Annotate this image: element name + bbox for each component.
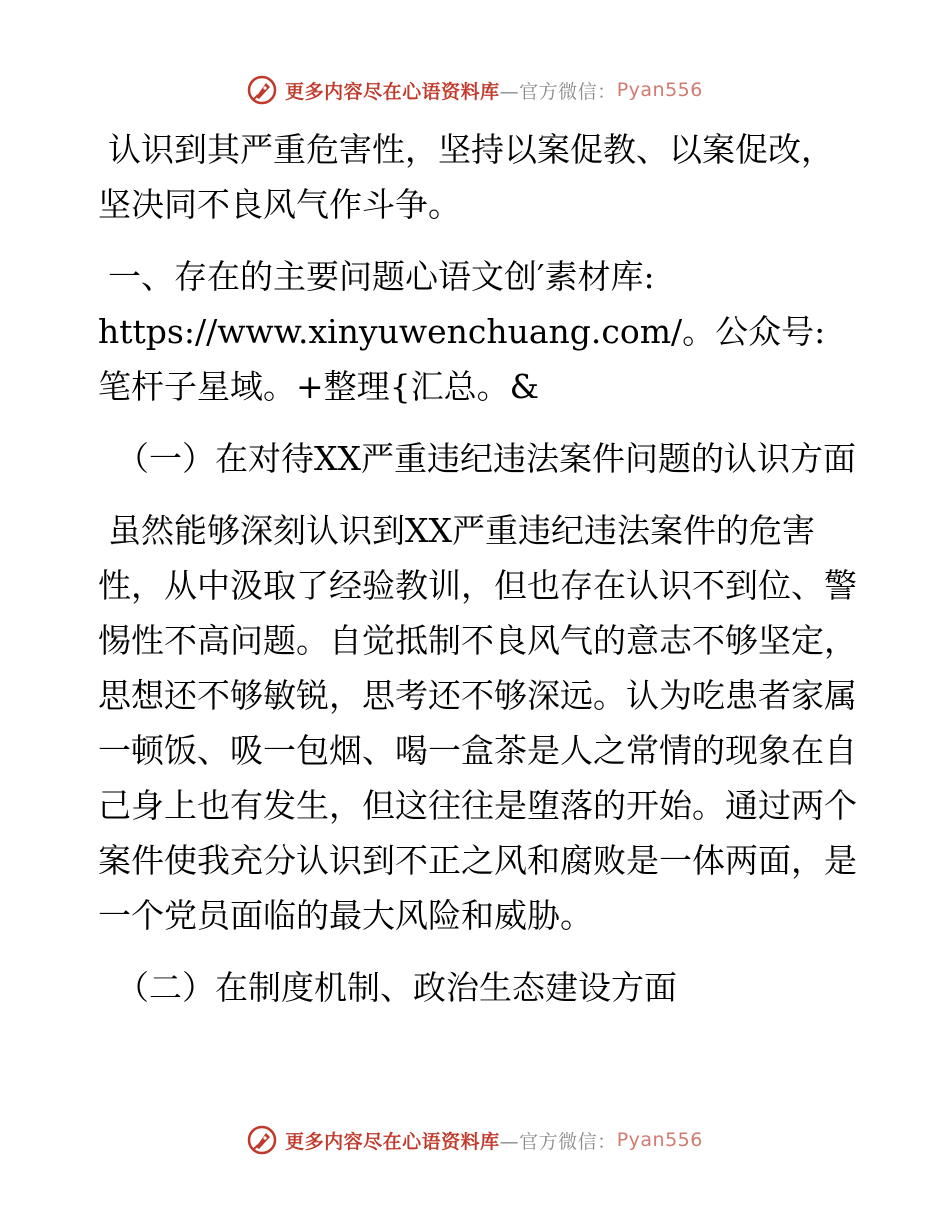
banner-dash-text: —官方微信： [499, 80, 617, 103]
pen-nib-logo-icon [247, 1125, 277, 1155]
header-watermark-banner [0, 70, 950, 110]
subsection-heading-2: （二）在制度机制、政治生态建设方面 [116, 968, 677, 1007]
pen-nib-logo-icon [247, 75, 277, 105]
banner-dash-text: —官方微信： [499, 1130, 617, 1153]
document-body [98, 122, 858, 1032]
paragraph-body: 虽然能够深刻认识到XX严重违纪违法案件的危害性，从中汲取了经验教训，但也存在认识不到位、警惕性不高问题。自觉抵制不良风气的意志不够坚定，思想还不够敏锐，思考还不够深远。认为吃患者家属一顿饭、吸一包烟、喝一盒茶是人之常情的现象在自己身上也有发生，但这往往是堕落的开始。通过两个案件使我充分认识到不正之风和腐败是一体两面，是一个党员面临的最大风险和威胁。 [98, 511, 857, 935]
footer-watermark-banner [0, 1120, 950, 1160]
banner-account-text: Pyan556 [616, 79, 703, 101]
section-heading-1: 一、存在的主要问题心语文创′素材库: https://www.xinyuwenchuang.com/。公众号: 笔杆子星域。+整理{汇总。& [98, 257, 826, 406]
banner-main-text: 更多内容尽在心语资料库 [285, 80, 500, 103]
banner-main-text: 更多内容尽在心语资料库 [285, 1130, 500, 1153]
banner-account-text: Pyan556 [616, 1129, 703, 1151]
subsection-heading-1: （一）在对待XX严重违纪违法案件问题的认识方面 [116, 439, 856, 478]
paragraph-intro: 认识到其严重危害性，坚持以案促教、以案促改，坚决同不良风气作斗争。 [98, 130, 834, 224]
